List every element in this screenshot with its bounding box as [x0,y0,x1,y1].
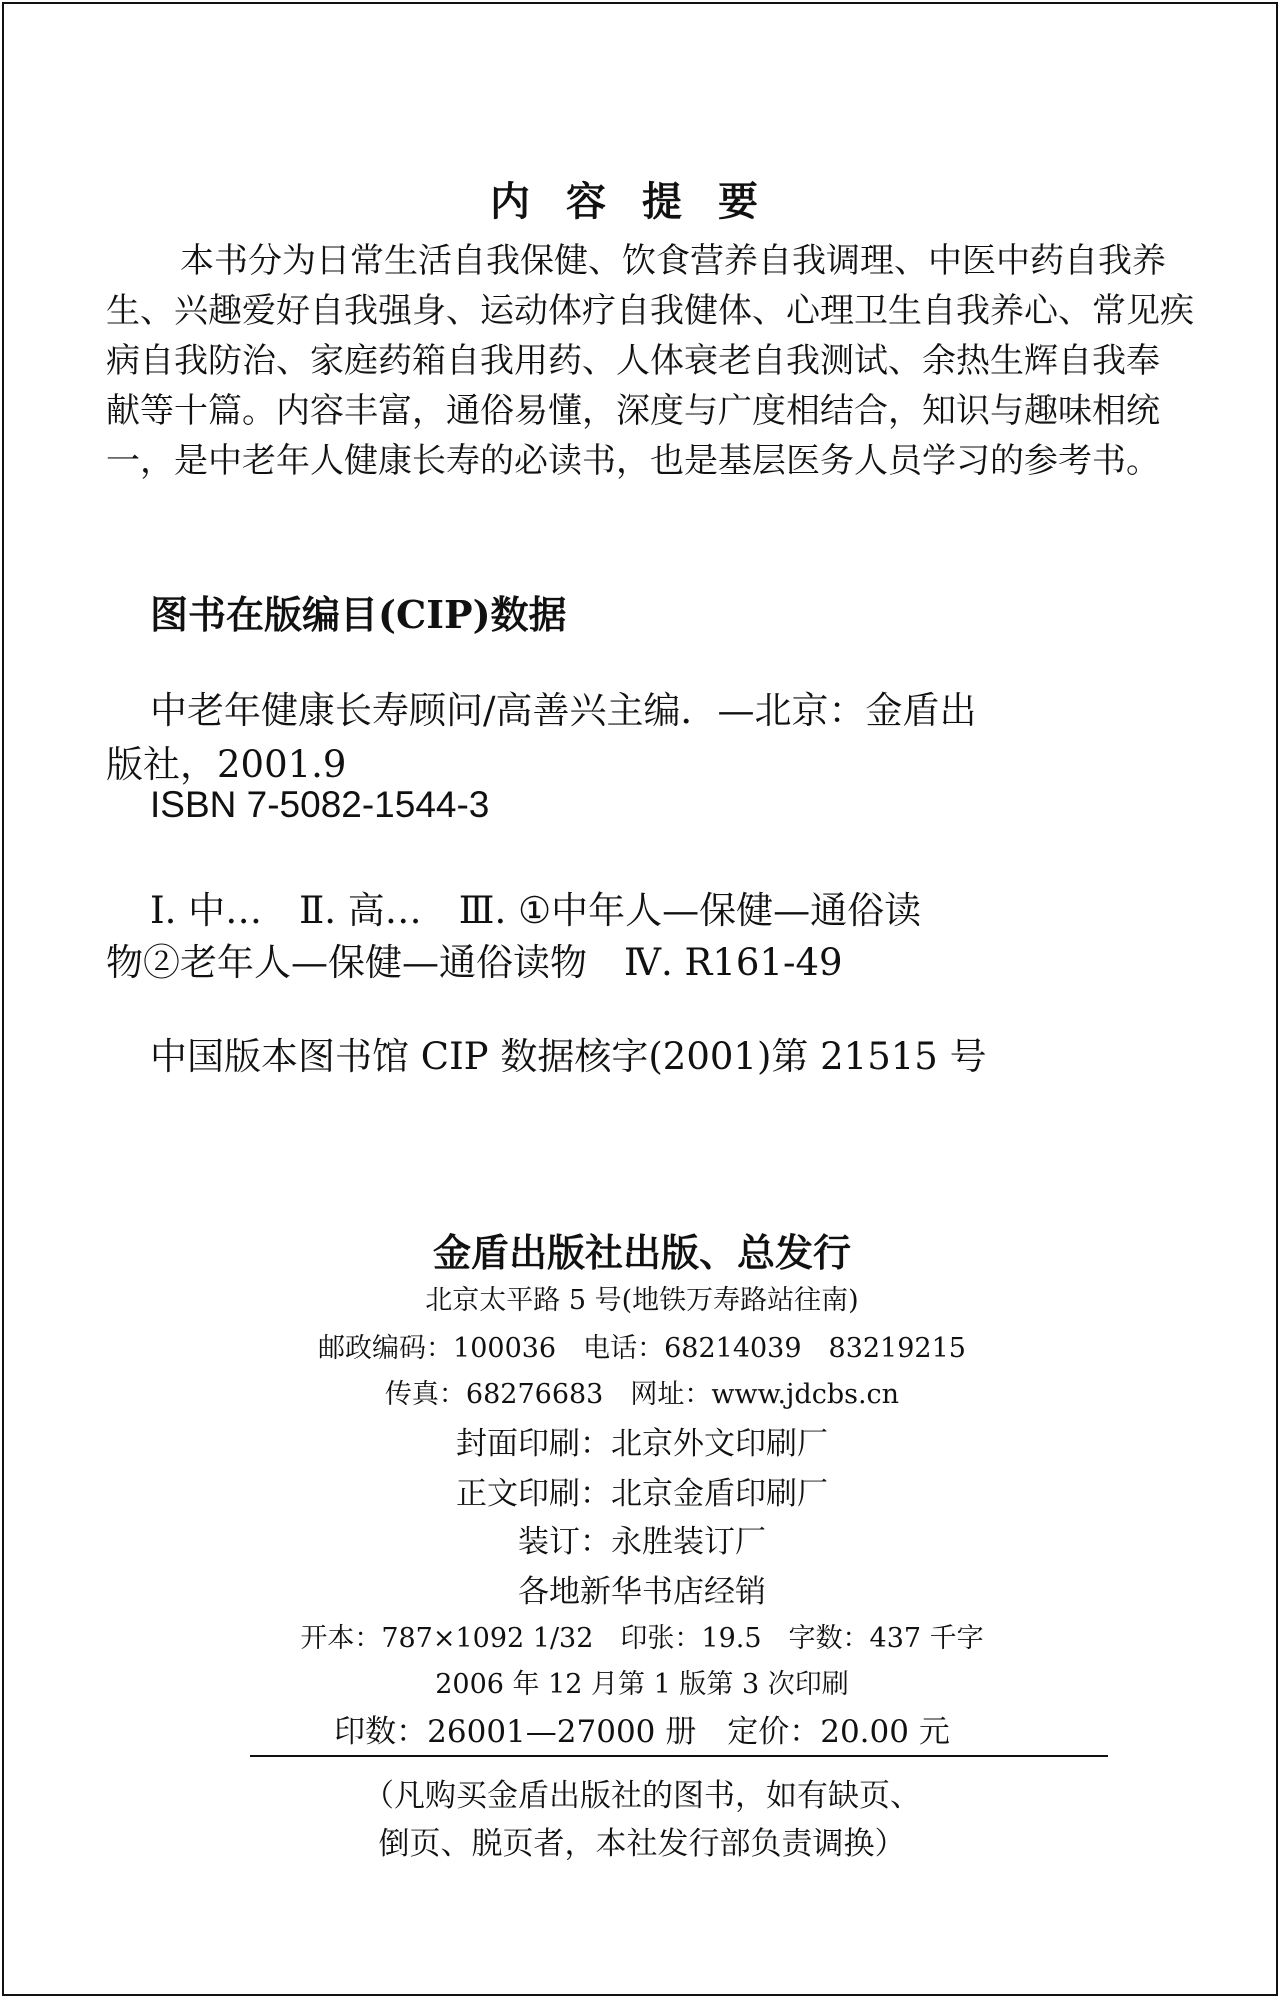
publisher-address: 北京太平路 5 号(地铁万寿路站往南) [425,1285,859,1316]
divider-rule [250,1755,1108,1757]
summary-paragraph [106,236,1246,486]
summary-line: 一，是中老年人健康长寿的必读书，也是基层医务人员学习的参考书。 [106,441,1160,481]
distributor: 各地新华书店经销 [518,1574,766,1610]
cip-classification-cont: 物②老年人—保健—通俗读物 Ⅳ. R161-49 [106,941,843,984]
cip-title-line: 中老年健康长寿顾问/高善兴主编．—北京：金盾出 [150,689,977,732]
summary-line: 生、兴趣爱好自我强身、运动体疗自我健体、心理卫生自我养心、常见疾 [106,291,1194,331]
replacement-notice: （凡购买金盾出版社的图书，如有缺页、 [363,1778,921,1814]
format-info: 开本：787×1092 1/32 印张：19.5 字数：437 千字 [300,1623,984,1654]
binder: 装订：永胜装订厂 [518,1524,766,1560]
cip-title-line-cont: 版社，2001.9 [106,743,347,786]
summary-line: 病自我防治、家庭药箱自我用药、人体衰老自我测试、余热生辉自我奉 [106,341,1160,381]
cip-classification: Ⅰ. 中… Ⅱ. 高… Ⅲ. ①中年人—保健—通俗读 [150,889,922,932]
summary-line: 本书分为日常生活自我保健、饮食营养自我调理、中医中药自我养 [180,241,1166,281]
cip-verification: 中国版本图书馆 CIP 数据核字(2001)第 21515 号 [150,1035,987,1078]
summary-title: 内容提要 [490,178,794,225]
cip-isbn: ISBN 7-5082-1544-3 [150,784,490,825]
publisher-line: 金盾出版社出版、总发行 [432,1230,851,1275]
postal-phone: 邮政编码：100036 电话：68214039 83219215 [318,1333,966,1364]
summary-line: 献等十篇。内容丰富，通俗易懂，深度与广度相结合，知识与趣味相统 [106,391,1160,431]
cip-heading: 图书在版编目(CIP)数据 [150,592,567,637]
cover-printer: 封面印刷：北京外文印刷厂 [456,1426,828,1462]
print-count-price: 印数：26001—27000 册 定价：20.00 元 [334,1714,950,1750]
fax-website: 传真：68276683 网址：www.jdcbs.cn [384,1379,900,1410]
text-printer: 正文印刷：北京金盾印刷厂 [456,1476,828,1512]
replacement-notice-cont: 倒页、脱页者，本社发行部负责调换） [378,1826,906,1862]
edition-info: 2006 年 12 月第 1 版第 3 次印刷 [435,1669,849,1700]
